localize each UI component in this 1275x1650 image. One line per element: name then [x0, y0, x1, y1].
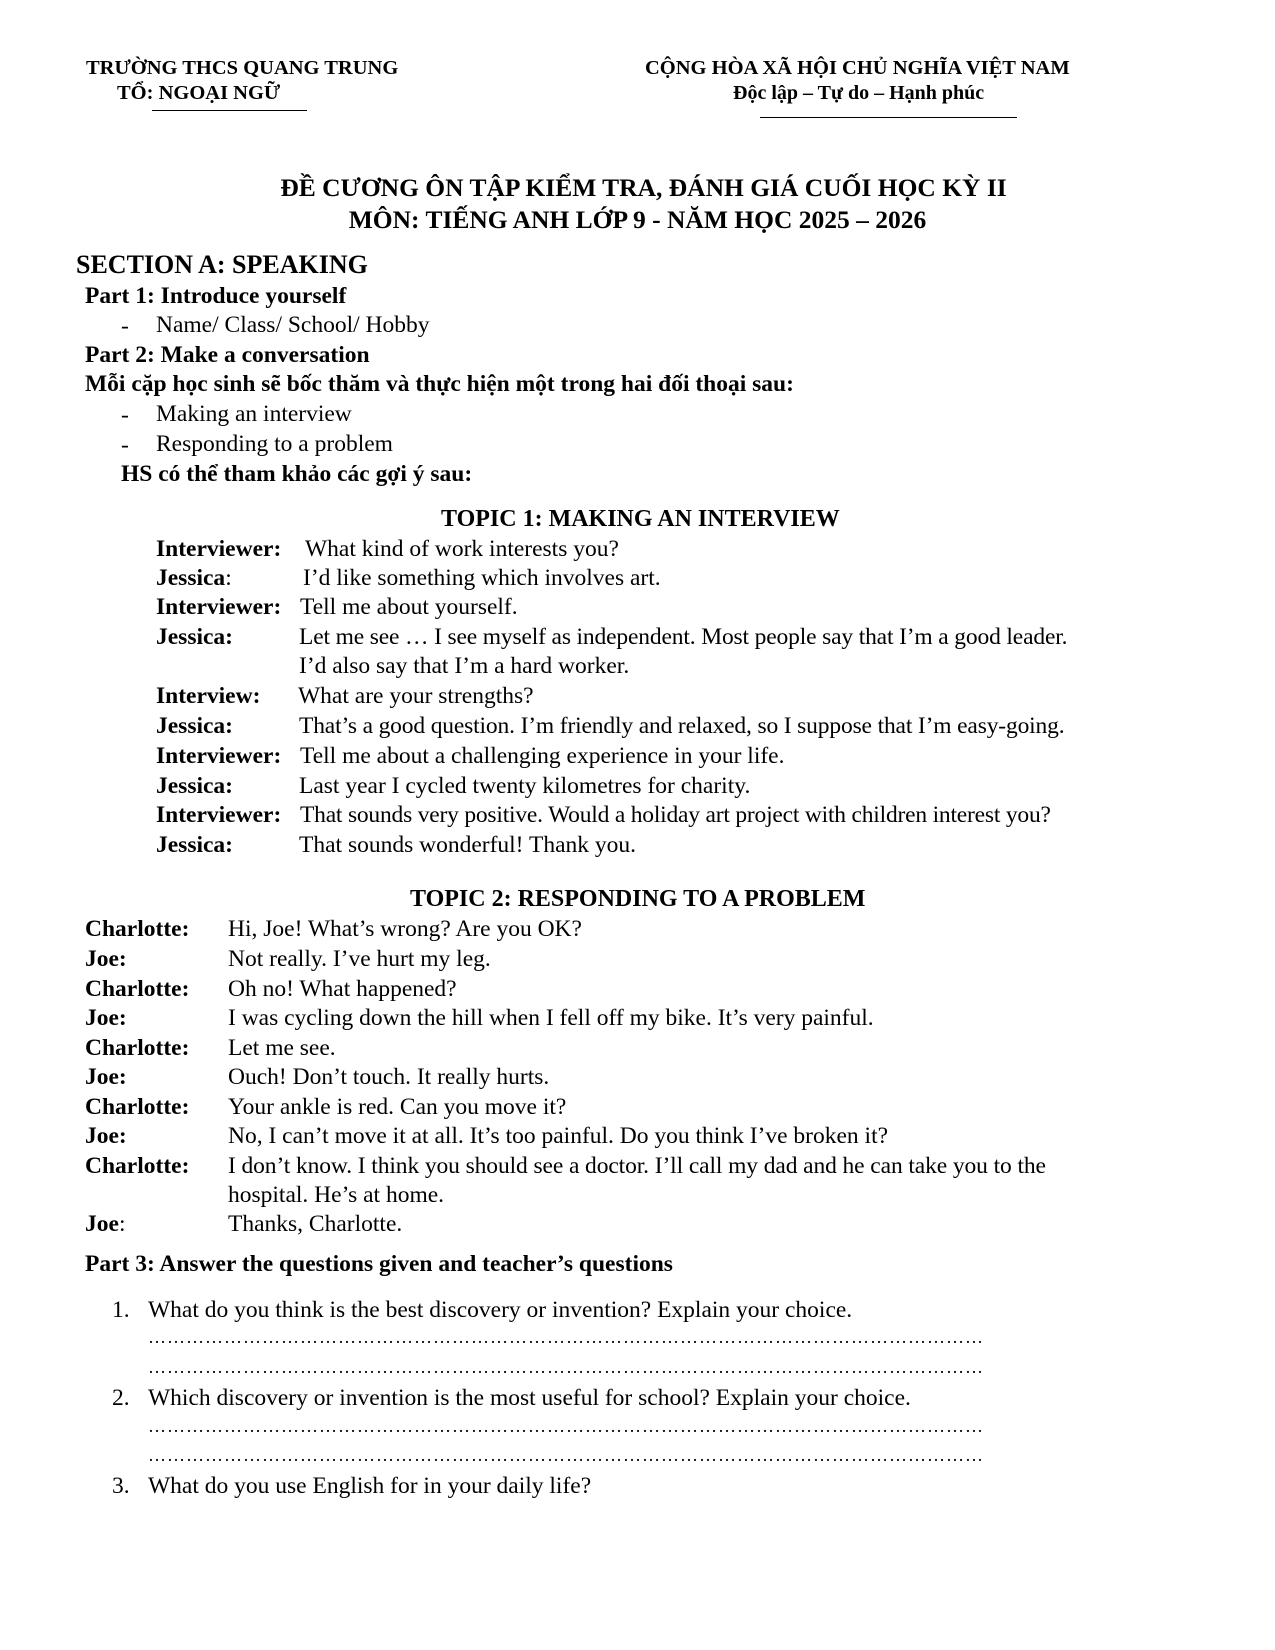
section-a-heading: SECTION A: SPEAKING	[76, 250, 368, 279]
dialogue-line: What kind of work interests you?	[305, 536, 619, 562]
dialogue-speaker: Joe:	[85, 946, 127, 972]
dialogue-speaker: Charlotte:	[85, 916, 190, 942]
dialogue-speaker: Interviewer:	[156, 802, 282, 828]
answer-line[interactable]: ……………………………………………………………………………………………………………………	[148, 1416, 984, 1436]
dialogue-line: I was cycling down the hill when I fell off my bike. It’s very painful.	[228, 1005, 874, 1031]
dialogue-speaker: Interview:	[156, 683, 261, 709]
national-motto: Độc lập – Tự do – Hạnh phúc	[733, 82, 985, 104]
dialogue-line: Oh no! What happened?	[228, 976, 457, 1002]
dialogue-speaker: Jessica:	[156, 713, 234, 739]
dialogue-speaker: Joe:	[85, 1123, 127, 1149]
dialogue-speaker: Joe:	[85, 1064, 127, 1090]
question-text: What do you use English for in your daily life?	[148, 1473, 592, 1499]
question-number: 3.	[112, 1473, 130, 1499]
document-subtitle: MÔN: TIẾNG ANH LỚP 9 - NĂM HỌC 2025 – 2026	[348, 205, 927, 234]
topic1-heading: TOPIC 1: MAKING AN INTERVIEW	[441, 506, 840, 532]
speaker-name: Jessica	[156, 565, 226, 591]
dialogue-speaker: Charlotte:	[85, 1094, 190, 1120]
dialogue-speaker: Jessica:	[156, 832, 234, 858]
dialogue-speaker: Charlotte:	[85, 976, 190, 1002]
bullet-dash: -	[121, 432, 129, 458]
dialogue-line: Last year I cycled twenty kilometres for charity.	[299, 773, 751, 799]
dialogue-line: Tell me about a challenging experience in your life.	[300, 743, 785, 769]
dialogue-line: Thanks, Charlotte.	[228, 1211, 403, 1237]
option-item: Responding to a problem	[156, 431, 393, 457]
motto-underline	[760, 117, 1017, 118]
country-name: CỘNG HÒA XÃ HỘI CHỦ NGHĨA VIỆT NAM	[645, 57, 1070, 79]
dialogue-speaker: Jessica:	[156, 773, 234, 799]
part1-bullet: Name/ Class/ School/ Hobby	[156, 312, 430, 338]
dialogue-line: No, I can’t move it at all. It’s too painful. Do you think I’ve broken it?	[228, 1123, 889, 1149]
answer-line[interactable]: ……………………………………………………………………………………………………………………	[148, 1327, 984, 1347]
dialogue-line: Tell me about yourself.	[300, 594, 518, 620]
dialogue-line: That sounds very positive. Would a holiday art project with children interest you?	[300, 802, 1051, 828]
question-number: 2.	[112, 1385, 130, 1411]
part2-instruction: Mỗi cặp học sinh sẽ bốc thăm và thực hiện một trong hai đối thoại sau:	[85, 371, 794, 397]
dialogue-line: Let me see.	[228, 1035, 336, 1061]
part3-heading: Part 3: Answer the questions given and teacher’s questions	[85, 1251, 673, 1277]
school-name: TRƯỜNG THCS QUANG TRUNG	[86, 57, 399, 79]
speaker-colon: :	[225, 565, 232, 591]
dialogue-line: Hi, Joe! What’s wrong? Are you OK?	[228, 916, 582, 942]
part1-heading: Part 1: Introduce yourself	[85, 283, 347, 309]
dialogue-line: I’d like something which involves art.	[303, 565, 661, 591]
dialogue-line: Not really. I’ve hurt my leg.	[228, 946, 491, 972]
dialogue-speaker: Joe:	[85, 1005, 127, 1031]
dialogue-line: I don’t know. I think you should see a doctor. I’ll call my dad and he can take you to the	[228, 1153, 1046, 1179]
answer-line[interactable]: ……………………………………………………………………………………………………………………	[148, 1357, 984, 1377]
dialogue-line: I’d also say that I’m a hard worker.	[299, 653, 630, 679]
dialogue-speaker: Jessica:	[156, 624, 234, 650]
answer-line[interactable]: ……………………………………………………………………………………………………………………	[148, 1445, 984, 1465]
dialogue-speaker	[156, 565, 232, 592]
department-name: TỔ: NGOẠI NGỮ	[117, 82, 281, 104]
dialogue-line: That sounds wonderful! Thank you.	[299, 832, 636, 858]
speaker-colon: :	[118, 1211, 126, 1237]
dialogue-speaker: Interviewer:	[156, 536, 282, 562]
question-text: What do you think is the best discovery or invention? Explain your choice.	[148, 1297, 853, 1323]
hint-text: HS có thể tham khảo các gợi ý sau:	[121, 461, 473, 487]
dialogue-speaker: Charlotte:	[85, 1153, 190, 1179]
dialogue-speaker: Interviewer:	[156, 594, 282, 620]
dialogue-line: Your ankle is red. Can you move it?	[228, 1094, 567, 1120]
dialogue-speaker	[85, 1211, 125, 1238]
question-text: Which discovery or invention is the most useful for school? Explain your choice.	[148, 1385, 911, 1411]
dialogue-speaker: Interviewer:	[156, 743, 282, 769]
dialogue-speaker: Charlotte:	[85, 1035, 190, 1061]
dialogue-line: What are your strengths?	[298, 683, 534, 709]
dialogue-line: hospital. He’s at home.	[228, 1182, 445, 1208]
dialogue-line: Let me see … I see myself as independent. Most people say that I’m a good leader.	[299, 624, 1068, 650]
department-underline	[152, 110, 307, 111]
part2-heading: Part 2: Make a conversation	[85, 342, 370, 368]
topic2-heading: TOPIC 2: RESPONDING TO A PROBLEM	[410, 886, 866, 912]
bullet-dash: -	[121, 402, 129, 428]
document-title: ĐỀ CƯƠNG ÔN TẬP KIỂM TRA, ĐÁNH GIÁ CUỐI HỌC KỲ II	[280, 173, 1007, 202]
dialogue-line: That’s a good question. I’m friendly and relaxed, so I suppose that I’m easy-going.	[299, 713, 1065, 739]
dialogue-line: Ouch! Don’t touch. It really hurts.	[228, 1064, 550, 1090]
question-number: 1.	[112, 1297, 130, 1323]
bullet-dash: -	[121, 313, 129, 339]
option-item: Making an interview	[156, 401, 352, 427]
speaker-name: Joe	[85, 1211, 119, 1237]
